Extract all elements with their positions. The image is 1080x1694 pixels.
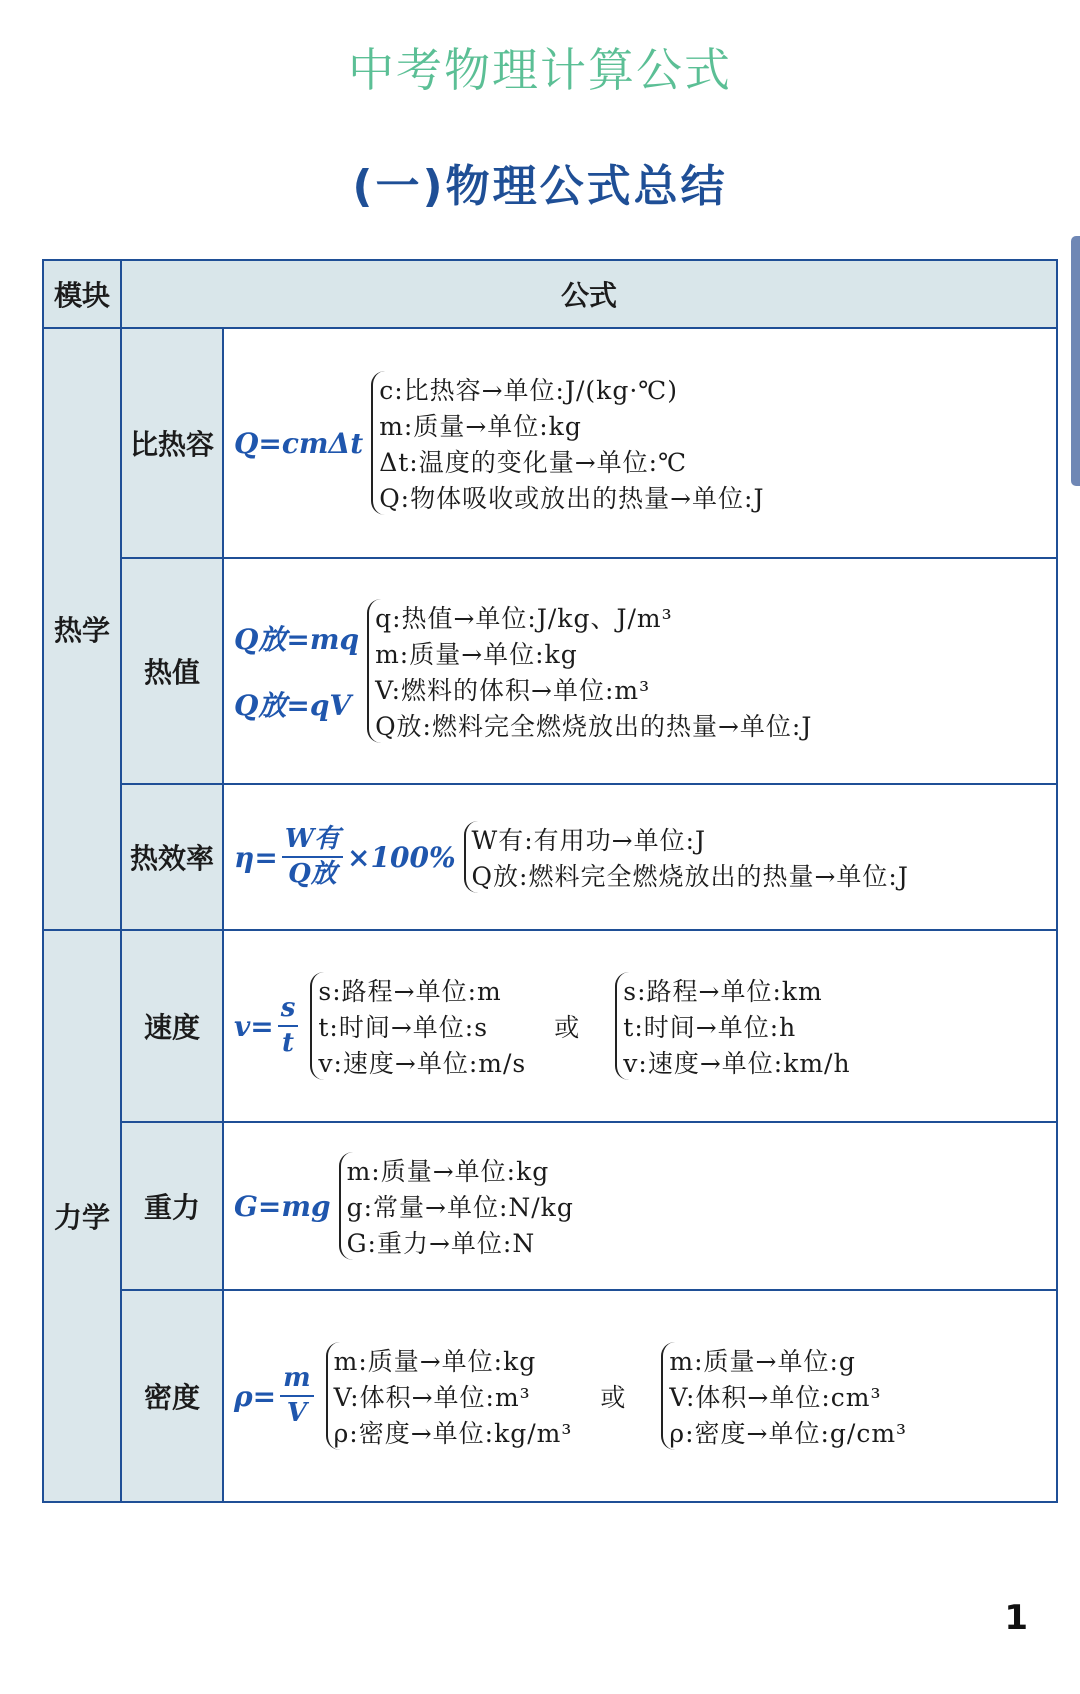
definition-line: V:体积→单位:cm³ bbox=[669, 1383, 882, 1412]
definition-group bbox=[464, 821, 909, 893]
formula-speed: v= $\frac{s}{t}$ bbox=[234, 994, 302, 1057]
section-title: (一)物理公式总结 bbox=[352, 161, 728, 212]
module-mechanics: 力学 bbox=[43, 930, 121, 1502]
table-row bbox=[43, 328, 1057, 558]
definition-line: Q:物体吸收或放出的热量→单位:J bbox=[379, 484, 765, 513]
definition-group bbox=[367, 599, 812, 743]
table-header-row bbox=[43, 260, 1057, 328]
definition-group bbox=[310, 972, 526, 1080]
definition-line: g:常量→单位:N/kg bbox=[346, 1193, 574, 1222]
definition-group-alt bbox=[615, 972, 850, 1080]
definition-line: s:路程→单位:m bbox=[318, 977, 502, 1006]
table-row bbox=[43, 784, 1057, 930]
header-formula: 公式 bbox=[121, 260, 1057, 328]
definition-line: m:质量→单位:kg bbox=[375, 640, 578, 669]
definition-group bbox=[326, 1342, 573, 1450]
definition-line: Q放:燃料完全燃烧放出的热量→单位:J bbox=[375, 712, 813, 741]
definition-line: V:体积→单位:m³ bbox=[333, 1383, 531, 1412]
page-title: 中考物理计算公式 bbox=[348, 43, 732, 97]
definition-line: Q放:燃料完全燃烧放出的热量→单位:J bbox=[471, 862, 909, 891]
definition-line: V:燃料的体积→单位:m³ bbox=[375, 676, 651, 705]
formula-gravity: G=mg bbox=[234, 1189, 331, 1223]
definition-line: c:比热容→单位:J/(kg·℃) bbox=[379, 376, 678, 405]
definition-line: v:速度→单位:m/s bbox=[318, 1049, 527, 1078]
definition-line: q:热值→单位:J/kg、J/m³ bbox=[375, 604, 673, 633]
or-label: 或 bbox=[600, 1383, 626, 1412]
or-label: 或 bbox=[554, 1013, 580, 1042]
topic-gravity: 重力 bbox=[121, 1122, 223, 1290]
definition-line: t:时间→单位:s bbox=[318, 1013, 489, 1042]
definition-line: W有:有用功→单位:J bbox=[471, 826, 707, 855]
definition-line: Δt:温度的变化量→单位:℃ bbox=[379, 448, 688, 477]
header-module: 模块 bbox=[43, 260, 121, 328]
definition-line: m:质量→单位:kg bbox=[379, 412, 582, 441]
page-edge-tab bbox=[1071, 236, 1080, 486]
table-row bbox=[43, 558, 1057, 784]
definition-group bbox=[371, 371, 764, 515]
table-row bbox=[43, 1122, 1057, 1290]
formula-density: ρ= $\frac{m}{V}$ bbox=[234, 1364, 318, 1427]
definition-group bbox=[339, 1152, 574, 1260]
definition-line: v:速度→单位:km/h bbox=[623, 1049, 851, 1078]
topic-heat-value: 热值 bbox=[121, 558, 223, 784]
formula-specific-heat: Q=cmΔt bbox=[234, 426, 364, 460]
definition-line: s:路程→单位:km bbox=[623, 977, 823, 1006]
definition-line: ρ:密度→单位:kg/m³ bbox=[333, 1419, 573, 1448]
module-thermal: 热学 bbox=[43, 328, 121, 930]
fraction: $\frac{\text{W有}}{\text{Q放}}$ bbox=[282, 825, 343, 888]
fraction: $\frac{m}{V}$ bbox=[280, 1364, 314, 1427]
page-number: 1 bbox=[1004, 1598, 1028, 1638]
definition-line: m:质量→单位:kg bbox=[333, 1347, 537, 1376]
table-row bbox=[43, 1290, 1057, 1502]
topic-thermal-efficiency: 热效率 bbox=[121, 784, 223, 930]
topic-density: 密度 bbox=[121, 1290, 223, 1502]
topic-speed: 速度 bbox=[121, 930, 223, 1122]
definition-line: t:时间→单位:h bbox=[623, 1013, 797, 1042]
definition-line: m:质量→单位:kg bbox=[346, 1157, 550, 1186]
formula-table bbox=[42, 259, 1058, 1503]
formula-thermal-efficiency: η= $\frac{\text{W有}}{\text{Q放}}$ ×100% bbox=[234, 824, 456, 889]
definition-group-alt bbox=[661, 1342, 907, 1450]
fraction: $\frac{s}{t}$ bbox=[278, 994, 299, 1057]
definition-line: ρ:密度→单位:g/cm³ bbox=[669, 1419, 908, 1448]
formula-heat-value: Q放=mq Q放=qV bbox=[234, 623, 360, 722]
table-row bbox=[43, 930, 1057, 1122]
definition-line: m:质量→单位:g bbox=[669, 1347, 856, 1376]
topic-specific-heat: 比热容 bbox=[121, 328, 223, 558]
definition-line: G:重力→单位:N bbox=[346, 1229, 536, 1258]
